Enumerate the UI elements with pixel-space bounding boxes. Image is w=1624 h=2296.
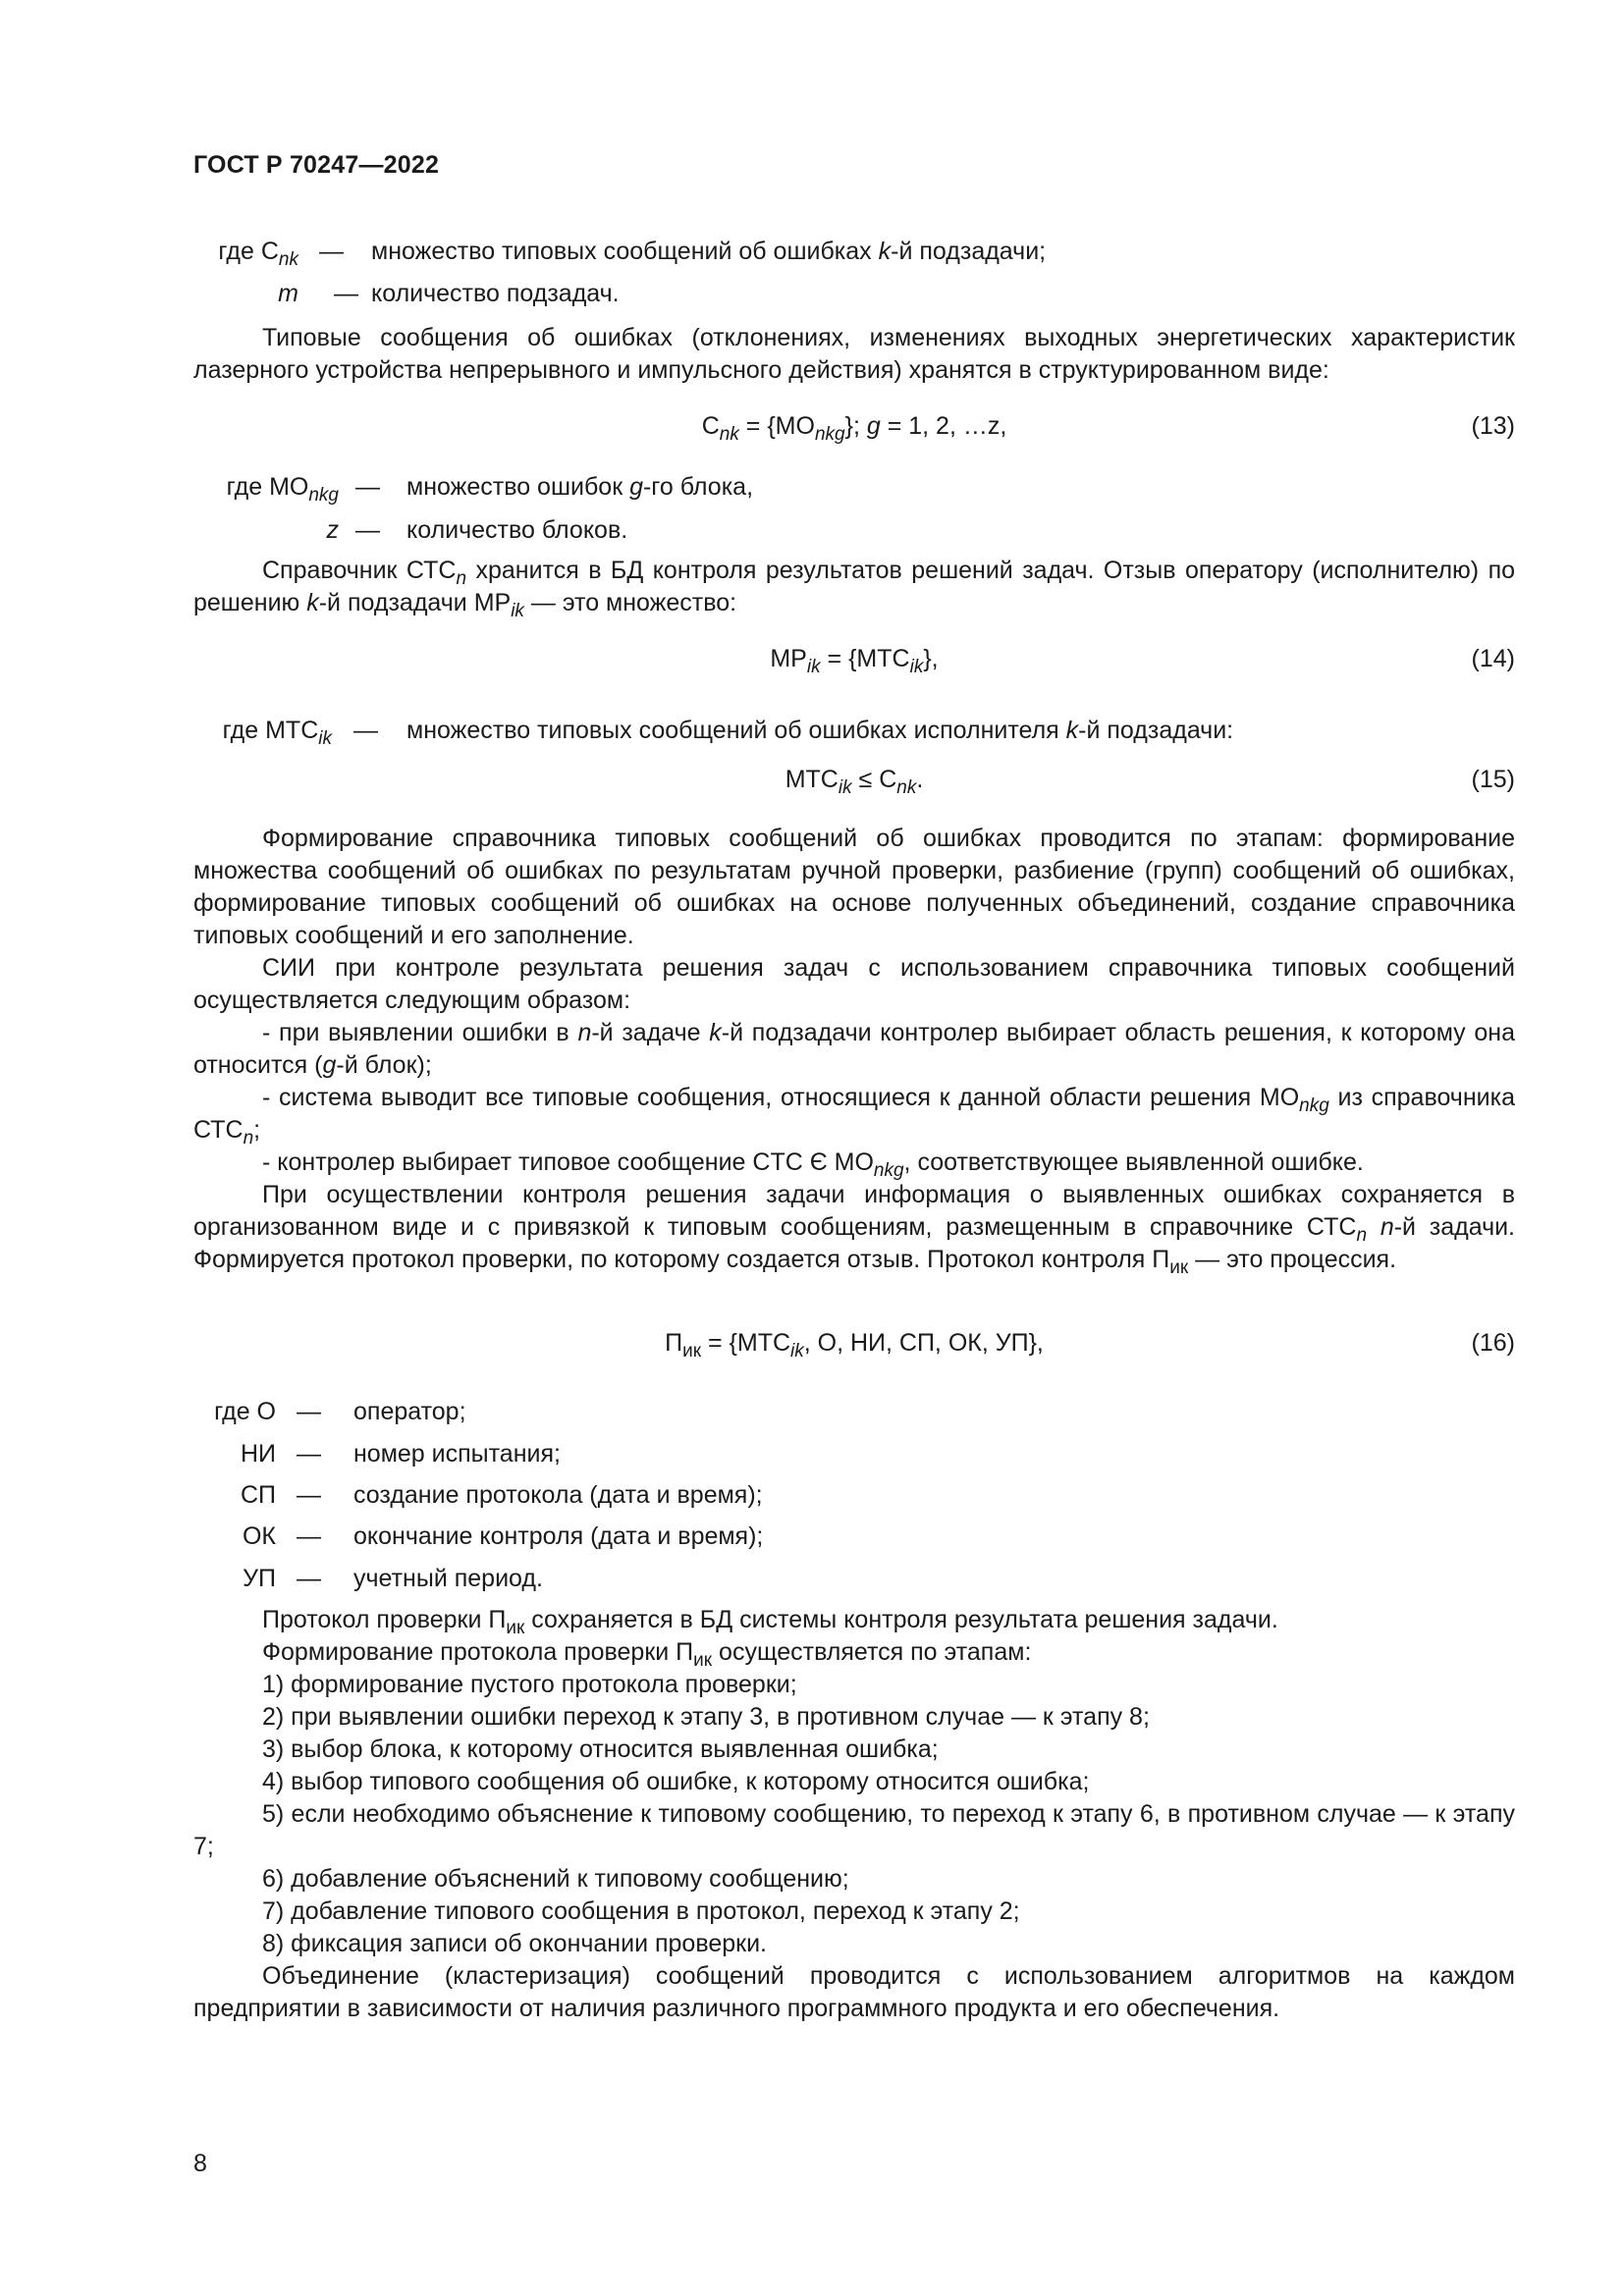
step-item: 2) при выявлении ошибки переход к этапу 3, в противном случае — к этапу 8;	[262, 1703, 1150, 1731]
paragraph: Типовые сообщения об ошибках (отклонениях, изменениях выходных энергетических характеристик лазерного устройства непрерывного и импульсного действия) хранятся в структурированном виде:	[193, 324, 1515, 384]
definition-text: количество блоков.	[406, 516, 628, 544]
step-item: 5) если необходимо объяснение к типовому сообщению, то переход к этапу 6, в противном случае — к этапу 7;	[193, 1800, 1515, 1860]
list	[193, 1017, 1515, 1179]
definition-dash: —	[353, 717, 378, 744]
definition-dash: —	[355, 473, 380, 501]
formula-number: (13)	[1471, 412, 1515, 440]
formula-15	[193, 764, 1515, 796]
formula-expression: $C_{nk} = \{MO_{nkg}\}$; g = 1, 2, …z,	[701, 412, 1007, 445]
list-item: - контролер выбирает типовое сообщение CTC Є $MO_{nkg}$, соответствующее выявленной ошибке.	[262, 1148, 1364, 1181]
definition-text: количество подзадач.	[371, 280, 620, 307]
step-item: 4) выбор типового сообщения об ошибке, к которому относится ошибка;	[262, 1768, 1090, 1795]
formula-expression: $П_{ик} = \{MTC_{ik}$, O, НИ, СП, ОК, УП},	[665, 1329, 1044, 1362]
paragraph: Объединение (кластеризация) сообщений проводится с использованием алгоритмов на каждом предприятии в зависимости от наличия различного программного продукта и его обеспечения.	[193, 1962, 1515, 2022]
definition-dash: —	[355, 516, 380, 544]
formula-number: (15)	[1471, 766, 1515, 793]
definition-term: ОК	[242, 1522, 276, 1550]
definition-dash: —	[319, 238, 344, 265]
definition-text: номер испытания;	[353, 1440, 561, 1468]
definition-dash: —	[297, 1481, 321, 1509]
definition-text: учетный период.	[353, 1565, 543, 1592]
definition-term: НИ	[240, 1440, 276, 1468]
definition-dash: —	[297, 1398, 321, 1425]
page-number: 8	[193, 2150, 207, 2177]
paragraph: При осуществлении контроля решения задачи информация о выявленных ошибках сохраняется в организованном виде и с привязкой к типовым сообщениям, размещенным в справочнике $СТС_n$ n-й задачи. Формируется протокол проверки, по которому создается отзыв. Протокол контроля $П_{ик}$ — это процессия.	[193, 1181, 1516, 1278]
formula-16	[193, 1327, 1515, 1360]
definition-dash: —	[297, 1565, 321, 1592]
document-header: ГОСТ Р 70247—2022	[193, 151, 440, 179]
definition-text: создание протокола (дата и время);	[353, 1481, 763, 1509]
definition-term: СП	[240, 1481, 276, 1509]
definition-term: где $C_{nk}$	[218, 238, 298, 270]
steps-list	[193, 1669, 1515, 2025]
definition-text: множество типовых сообщений об ошибках исполнителя k-й подзадачи:	[406, 717, 1234, 744]
paragraph: Протокол проверки $П_{ик}$ сохраняется в БД системы контроля результата решения задачи. Формирование протокола проверки $П_{ик}$ осуществляется по этапам:	[262, 1606, 1278, 1671]
definition-text: множество типовых сообщений об ошибках k-й подзадачи;	[371, 238, 1047, 265]
formula-number: (16)	[1471, 1329, 1515, 1357]
step-item: 6) добавление объяснений к типовому сообщению;	[262, 1865, 849, 1893]
definition-term: где О	[214, 1398, 276, 1425]
list-item: - при выявлении ошибки в n-й задаче k-й подзадачи контролер выбирает область решения, к которому она относится (g-й блок);	[193, 1019, 1515, 1079]
formula-expression: $MTC_{ik} \le C_{nk}$.	[785, 766, 924, 798]
definition-term: m	[278, 280, 298, 307]
step-item: 1) формирование пустого протокола проверки;	[262, 1671, 797, 1698]
paragraph: Формирование справочника типовых сообщений об ошибках проводится по этапам: формирование множества сообщений об ошибках по результатам ручной проверки, разбиение (групп) сообщений об ошибках, формирование типовых сообщений об ошибках на основе полученных объединений, создание справочника типовых сообщений и его заполнение.	[193, 825, 1515, 949]
definition-dash: —	[297, 1440, 321, 1468]
definition-text: оператор;	[353, 1398, 466, 1425]
list-item: - система выводит все типовые сообщения, относящиеся к данной области решения $MO_{nkg}$ из справочника $СТС_n$;	[193, 1084, 1515, 1148]
formula-expression: $MP_{ik} = \{MTC_{ik}\}$,	[770, 645, 939, 677]
definition-text: окончание контроля (дата и время);	[353, 1522, 764, 1550]
formula-14	[193, 643, 1515, 675]
definition-term: УП	[243, 1565, 276, 1592]
definition-term: где $MTC_{ik}$	[222, 717, 332, 749]
paragraph: СИИ при контроле результата решения задач с использованием справочника типовых сообщений осуществляется следующим образом:	[193, 954, 1515, 1014]
definition-term: где $MO_{nkg}$	[226, 473, 339, 506]
step-item: 3) выбор блока, к которому относится выявленная ошибка;	[262, 1735, 939, 1763]
step-item: 7) добавление типового сообщения в протокол, переход к этапу 2;	[262, 1897, 1020, 1925]
definition-dash: —	[334, 280, 358, 307]
formula-number: (14)	[1471, 645, 1515, 672]
step-item: 8) фиксация записи об окончании проверки.	[262, 1930, 767, 1957]
definition-text: множество ошибок g-го блока,	[406, 473, 754, 501]
definition-term: z	[326, 516, 339, 544]
definition-dash: —	[297, 1522, 321, 1550]
formula-13	[193, 410, 1515, 443]
paragraph: Справочник $СТС_n$ хранится в БД контроля результатов решений задач. Отзыв оператору (исполнителю) по решению k-й подзадачи $MP_{ik}$ — это множество:	[193, 557, 1516, 621]
